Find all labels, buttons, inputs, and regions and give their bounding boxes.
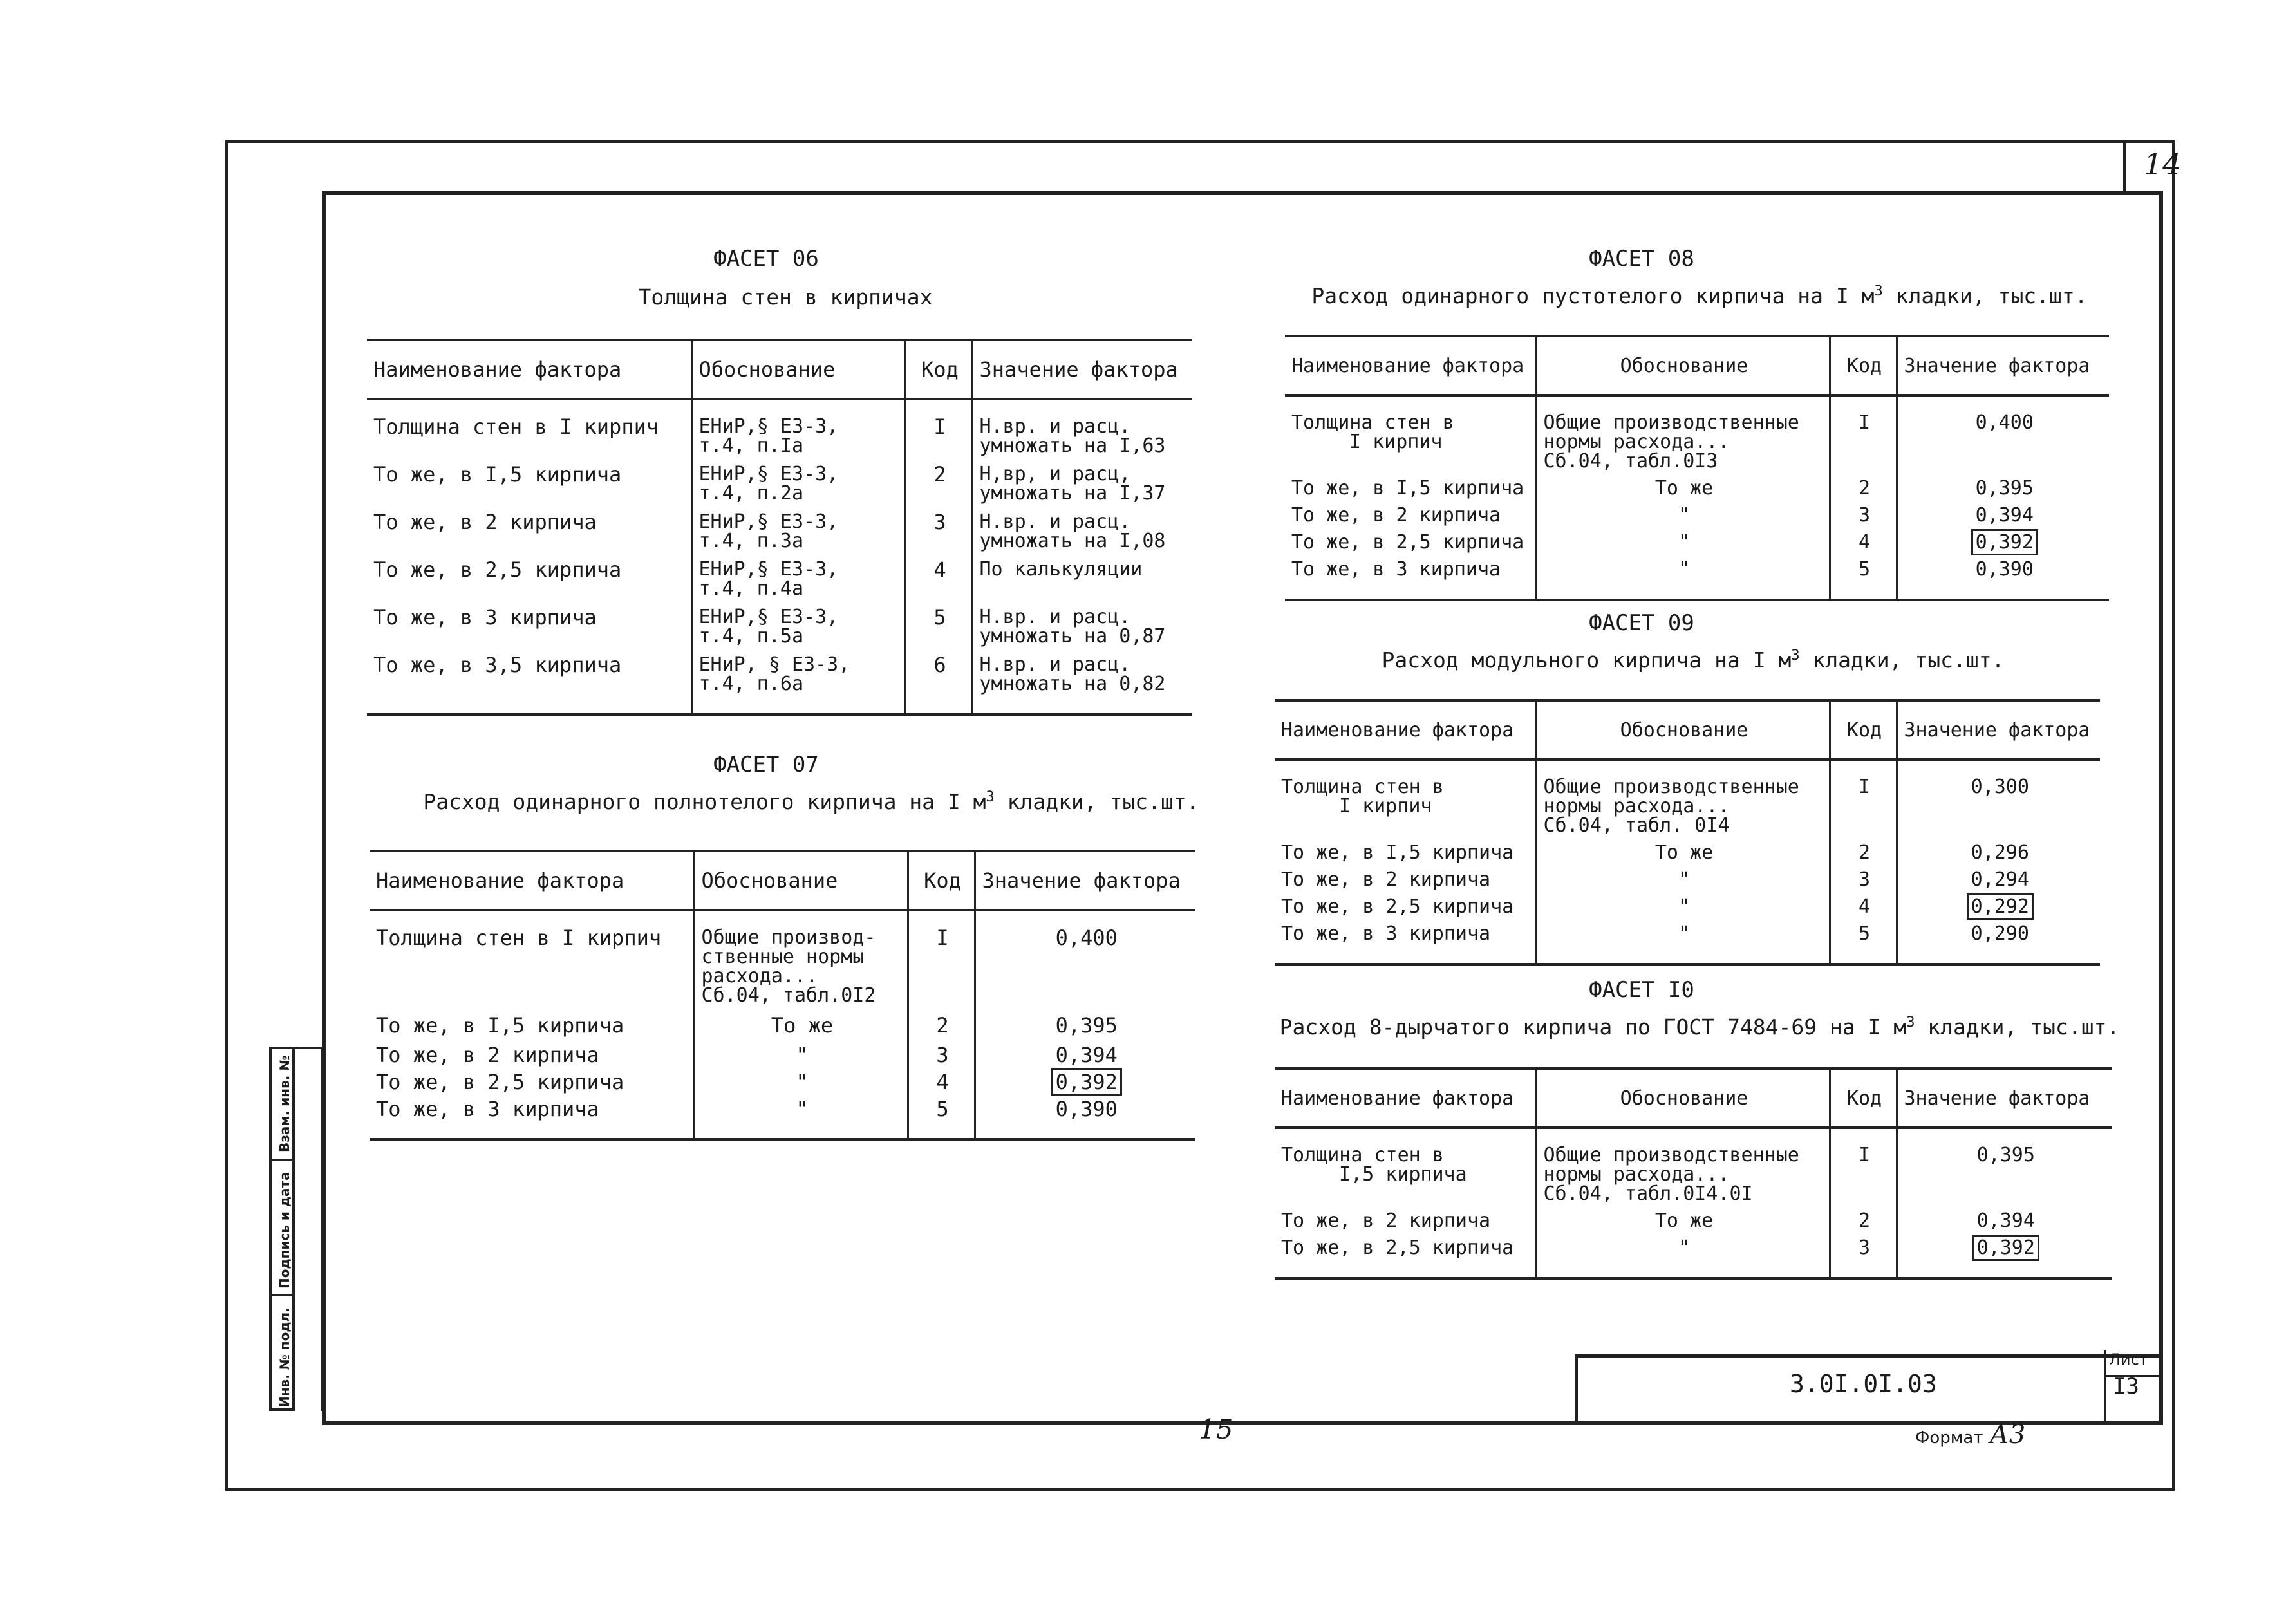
code-cell: 3	[905, 503, 972, 551]
basis-cell: ЕНиР,§ Е3-3, т.4, п.4а	[691, 551, 905, 599]
table-row	[1275, 1204, 2112, 1231]
facet07-table	[370, 850, 1195, 1141]
value-cell: 0,390	[1897, 552, 2109, 600]
code-cell: 5	[908, 1092, 975, 1139]
basis-cell: ЕНиР, § Е3-3, т.4, п.6а	[691, 646, 905, 714]
code-cell: 2	[1830, 1204, 1897, 1231]
value-cell	[975, 1065, 1195, 1092]
value-cell: 0,390	[975, 1092, 1195, 1139]
factor-name: То же, в 3 кирпича	[370, 1092, 694, 1139]
basis-cell: "	[1536, 498, 1830, 525]
code-cell: 3	[908, 1035, 975, 1065]
value-cell: Н,вр, и расц, умножать на I,37	[972, 456, 1192, 503]
factor-name: То же, в 3,5 кирпича	[367, 646, 691, 714]
sheet-value: I3	[2113, 1374, 2139, 1399]
col-header: Код	[1830, 1069, 1897, 1128]
table-row	[370, 1035, 1195, 1065]
col-header: Значение фактора	[1897, 336, 2109, 395]
value-cell: Н.вр. и расц. умножать на I,08	[972, 503, 1192, 551]
value-cell: По калькуляции	[972, 551, 1192, 599]
col-header: Код	[908, 851, 975, 910]
code-cell: 4	[1830, 890, 1897, 917]
col-header: Обоснование	[694, 851, 908, 910]
value-cell: Н.вр. и расц. умножать на 0,82	[972, 646, 1192, 714]
code-cell: 2	[1830, 835, 1897, 863]
table-row	[367, 646, 1192, 714]
highlighted-value: 0,392	[1971, 529, 2038, 555]
table-row	[1275, 890, 2100, 917]
value-cell: 0,394	[975, 1035, 1195, 1065]
format-label: Формат А3	[1915, 1420, 2026, 1450]
factor-name: Толщина стен в I кирпич	[376, 926, 662, 950]
document-code: 3.0I.0I.03	[1790, 1370, 1937, 1398]
value-cell: 0,294	[1897, 863, 2100, 890]
table-row	[1285, 552, 2109, 600]
basis-cell: Общие производственные нормы расхода... Сб.04, табл.0I3	[1536, 395, 1830, 471]
value-cell: 0,296	[1897, 835, 2100, 863]
basis-cell: "	[1536, 863, 1830, 890]
facet07-subtitle: Расход одинарного полнотелого кирпича на I $м^3$ кладки, тыс.шт.	[423, 789, 1199, 814]
col-header: Наименование фактора	[370, 851, 694, 910]
value-cell: 0,400	[1897, 395, 2109, 471]
facet09-table	[1275, 699, 2100, 966]
col-header: Код	[1830, 336, 1897, 395]
basis-cell: То же	[1536, 1204, 1830, 1231]
basis-cell: Общие производственные нормы расхода... Сб.04, табл. 0I4	[1536, 760, 1830, 835]
table-row	[370, 1092, 1195, 1139]
facet09-title: ФАСЕТ 09	[1589, 610, 1694, 636]
basis-cell: ЕНиР,§ Е3-3, т.4, п.5а	[691, 599, 905, 646]
basis-cell: ЕНиР,§ Е3-3, т.4, п.2а	[691, 456, 905, 503]
basis-cell: "	[694, 1035, 908, 1065]
basis-cell: "	[694, 1092, 908, 1139]
highlighted-value: 0,292	[1967, 893, 2034, 920]
factor-name: Толщина стен в I,5 кирпича	[1281, 1144, 1467, 1186]
factor-name: То же, в I,5 кирпича	[1281, 841, 1514, 864]
col-header: Обоснование	[1536, 700, 1830, 760]
col-header: Наименование фактора	[1275, 1069, 1536, 1128]
factor-name: Толщина стен в I кирпич	[373, 415, 659, 439]
facet06-title: ФАСЕТ 06	[713, 246, 819, 272]
code-cell: 4	[1830, 525, 1897, 552]
value-cell: 0,394	[1897, 498, 2109, 525]
code-cell: 2	[905, 456, 972, 503]
col-header: Код	[1830, 700, 1897, 760]
facet08-table	[1285, 335, 2109, 601]
factor-name: То же, в 2 кирпича	[1291, 504, 1501, 527]
bottom-page-number: 15	[1199, 1414, 1233, 1445]
col-header: Обоснование	[1536, 336, 1830, 395]
value-cell: Н.вр. и расц. умножать на I,63	[972, 399, 1192, 456]
code-cell: I	[1830, 760, 1897, 835]
format-value: А3	[1989, 1420, 2026, 1450]
table-row	[1285, 395, 2109, 471]
sheet-label: Лист	[2109, 1350, 2148, 1368]
factor-name: То же, в 2,5 кирпича	[373, 557, 622, 582]
basis-cell: ЕНиР,§ Е3-3, т.4, п.3а	[691, 503, 905, 551]
facet06-table	[367, 339, 1192, 716]
table-row	[1275, 917, 2100, 964]
value-cell: 0,395	[975, 1005, 1195, 1035]
facet06-subtitle: Толщина стен в кирпичах	[638, 285, 933, 310]
factor-name: То же, в I,5 кирпича	[373, 462, 622, 487]
table-row	[1275, 1128, 2112, 1204]
code-cell: 5	[1830, 552, 1897, 600]
basis-cell: То же	[1536, 471, 1830, 498]
facet07-title: ФАСЕТ 07	[713, 752, 819, 778]
value-cell	[1897, 525, 2109, 552]
table-row	[367, 599, 1192, 646]
side-label-replace: Взам. инв. №	[277, 1055, 292, 1152]
code-cell: I	[1830, 1128, 1897, 1204]
table-row	[1285, 525, 2109, 552]
factor-name: То же, в 2,5 кирпича	[1291, 531, 1524, 554]
code-cell: 3	[1830, 863, 1897, 890]
table-row	[367, 551, 1192, 599]
factor-name: То же, в 2 кирпича	[1281, 868, 1491, 891]
code-cell: 3	[1830, 1231, 1897, 1278]
factor-name: Толщина стен в I кирпич	[1291, 411, 1454, 453]
side-stamp-strip	[269, 1047, 295, 1411]
side-label-signature: Подпись и дата	[277, 1171, 292, 1289]
table-row	[370, 1065, 1195, 1092]
value-cell: 0,395	[1897, 1128, 2112, 1204]
basis-cell: "	[1536, 917, 1830, 964]
table-row	[1275, 863, 2100, 890]
value-cell: 0,290	[1897, 917, 2100, 964]
table-row	[367, 399, 1192, 456]
table-row	[370, 1005, 1195, 1035]
facet10-title: ФАСЕТ I0	[1589, 977, 1694, 1003]
basis-cell: Общие производственные нормы расхода... Сб.04, табл.0I4.0I	[1536, 1128, 1830, 1204]
code-cell: I	[908, 910, 975, 1005]
table-row	[1275, 760, 2100, 835]
value-cell: 0,400	[975, 910, 1195, 1005]
table-row	[370, 910, 1195, 1005]
factor-name: То же, в 2 кирпича	[1281, 1209, 1491, 1232]
factor-name: То же, в 2,5 кирпича	[376, 1070, 624, 1094]
basis-cell: То же	[694, 1005, 908, 1035]
basis-cell: "	[1536, 1231, 1830, 1278]
facet08-subtitle: Расход одинарного пустотелого кирпича на I $м^3$ кладки, тыс.шт.	[1311, 283, 2088, 308]
col-header: Значение фактора	[972, 340, 1192, 399]
col-header: Значение фактора	[975, 851, 1195, 910]
side-label-inventory: Инв. № подл.	[277, 1307, 292, 1407]
table-row	[367, 456, 1192, 503]
code-cell: I	[1830, 395, 1897, 471]
table-row	[1275, 835, 2100, 863]
factor-name: То же, в I,5 кирпича	[376, 1013, 624, 1038]
value-cell: 0,300	[1897, 760, 2100, 835]
code-cell: 6	[905, 646, 972, 714]
code-cell: 4	[908, 1065, 975, 1092]
facet10-table	[1275, 1067, 2112, 1280]
factor-name: То же, в 3 кирпича	[1285, 552, 1536, 600]
basis-cell: То же	[1536, 835, 1830, 863]
basis-cell: "	[1536, 890, 1830, 917]
value-cell	[1897, 890, 2100, 917]
table-row	[1285, 498, 2109, 525]
facet09-subtitle: Расход модульного кирпича на I $м^3$ кладки, тыс.шт.	[1382, 648, 2005, 673]
basis-cell: "	[694, 1065, 908, 1092]
code-cell: 5	[905, 599, 972, 646]
page-number: 14	[2144, 147, 2182, 182]
facet08-title: ФАСЕТ 08	[1589, 246, 1694, 272]
basis-cell: "	[1536, 552, 1830, 600]
value-cell: Н.вр. и расц. умножать на 0,87	[972, 599, 1192, 646]
code-cell: I	[905, 399, 972, 456]
code-cell: 2	[1830, 471, 1897, 498]
value-cell: 0,395	[1897, 471, 2109, 498]
basis-cell: ЕНиР,§ Е3-3, т.4, п.Iа	[691, 399, 905, 456]
factor-name: То же, в 2,5 кирпича	[1281, 895, 1514, 918]
col-header: Наименование фактора	[1285, 336, 1536, 395]
code-cell: 5	[1830, 917, 1897, 964]
col-header: Код	[905, 340, 972, 399]
highlighted-value: 0,392	[1972, 1235, 2039, 1261]
factor-name: То же, в 2 кирпича	[376, 1043, 599, 1067]
col-header: Обоснование	[1536, 1069, 1830, 1128]
factor-name: То же, в 3 кирпича	[373, 605, 597, 630]
code-cell: 2	[908, 1005, 975, 1035]
col-header: Обоснование	[691, 340, 905, 399]
col-header: Наименование фактора	[367, 340, 691, 399]
basis-cell: "	[1536, 525, 1830, 552]
factor-name: Толщина стен в I кирпич	[1281, 776, 1444, 817]
basis-cell: Общие производ- ственные нормы расхода... Сб.04, табл.0I2	[694, 910, 908, 1005]
value-cell: 0,394	[1897, 1204, 2112, 1231]
factor-name: То же, в I,5 кирпича	[1291, 477, 1524, 499]
side-stamp-column	[294, 1047, 323, 1411]
col-header: Значение фактора	[1897, 1069, 2112, 1128]
factor-name: То же, в 3 кирпича	[1275, 917, 1536, 964]
code-cell: 3	[1830, 498, 1897, 525]
highlighted-value: 0,392	[1051, 1068, 1122, 1096]
col-header: Наименование фактора	[1275, 700, 1536, 760]
col-header: Значение фактора	[1897, 700, 2100, 760]
table-row	[367, 503, 1192, 551]
value-cell	[1897, 1231, 2112, 1278]
facet10-subtitle: Расход 8-дырчатого кирпича по ГОСТ 7484-69 на I $м^3$ кладки, тыс.шт.	[1279, 1014, 2120, 1040]
table-row	[1285, 471, 2109, 498]
factor-name: То же, в 2 кирпича	[373, 510, 597, 534]
code-cell: 4	[905, 551, 972, 599]
factor-name: То же, в 2,5 кирпича	[1275, 1231, 1536, 1278]
table-row	[1275, 1231, 2112, 1278]
